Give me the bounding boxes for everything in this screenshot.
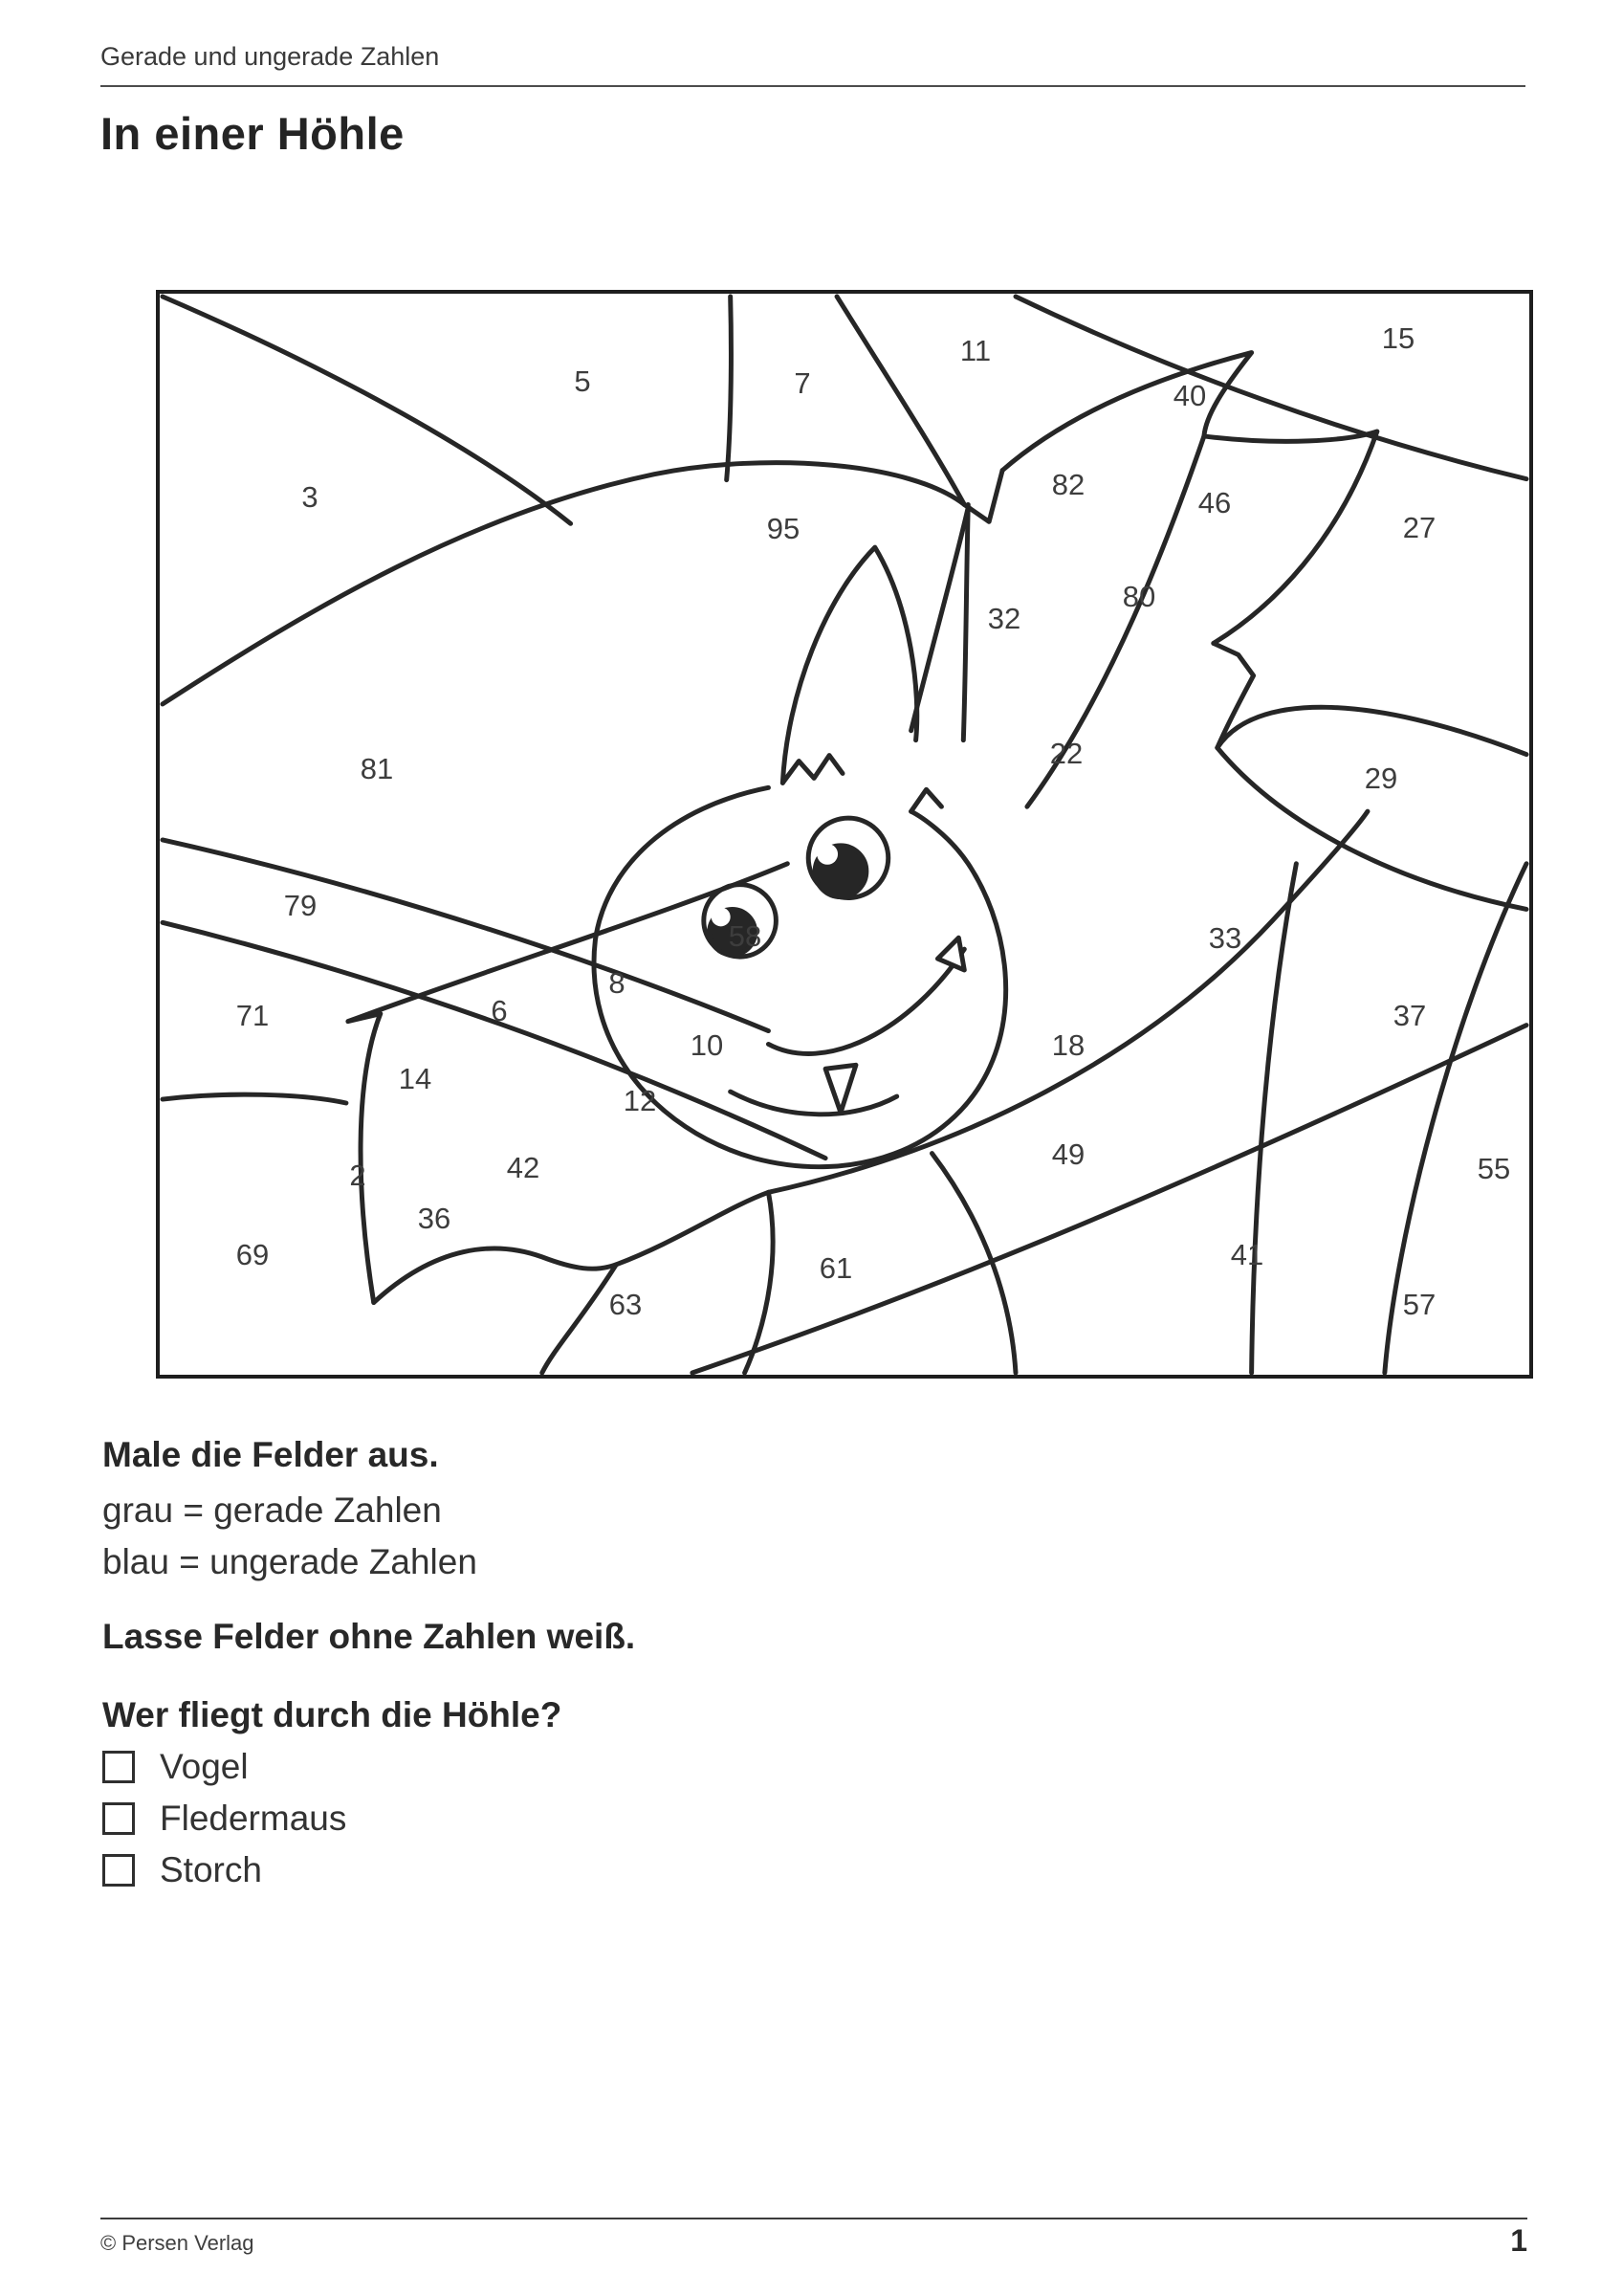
field-number: 80 xyxy=(1122,580,1156,613)
field-number: 63 xyxy=(608,1288,643,1321)
cave-divider-diagonal xyxy=(837,297,964,504)
field-number: 95 xyxy=(766,512,801,545)
left-wing-membrane-line xyxy=(542,1265,617,1373)
cave-arc-41-top xyxy=(692,1026,1526,1373)
field-number: 36 xyxy=(417,1202,451,1235)
field-number: 6 xyxy=(491,994,508,1027)
field-number: 49 xyxy=(1051,1137,1086,1171)
bat-cave-line-drawing xyxy=(160,294,1529,1375)
bat-left-ear xyxy=(782,547,916,783)
field-number: 7 xyxy=(794,366,811,400)
instruction-male: Male die Felder aus. xyxy=(102,1435,439,1474)
bat-fur-tuft-2 xyxy=(911,789,942,811)
bat-fur-tuft-1 xyxy=(782,756,843,784)
checkbox-vogel[interactable] xyxy=(102,1751,135,1783)
field-number: 69 xyxy=(235,1238,270,1271)
footer-divider xyxy=(100,2218,1527,2219)
checkbox-fledermaus[interactable] xyxy=(102,1802,135,1835)
bat-fang xyxy=(825,1065,856,1113)
field-number: 8 xyxy=(608,966,625,1000)
field-number: 22 xyxy=(1049,737,1084,770)
option-row-storch xyxy=(102,1850,262,1890)
option-label: Fledermaus xyxy=(160,1799,347,1838)
field-number: 10 xyxy=(690,1028,724,1062)
field-number: 3 xyxy=(301,480,318,514)
option-row-vogel xyxy=(102,1747,249,1787)
bat-right-eye-highlight xyxy=(817,844,838,865)
cave-corner-arc xyxy=(163,297,571,523)
cave-divider-vertical xyxy=(727,297,732,480)
field-number: 61 xyxy=(819,1251,853,1285)
field-number: 46 xyxy=(1197,486,1232,519)
question-text: Wer fliegt durch die Höhle? xyxy=(102,1695,562,1734)
field-number: 12 xyxy=(623,1084,657,1117)
field-number: 58 xyxy=(728,919,762,953)
field-number: 41 xyxy=(1230,1238,1264,1271)
field-number: 29 xyxy=(1364,762,1398,795)
instruction-blau: blau = ungerade Zahlen xyxy=(102,1542,477,1581)
field-number: 57 xyxy=(1402,1288,1437,1321)
right-wing-second-point xyxy=(1204,431,1377,643)
option-label: Vogel xyxy=(160,1747,249,1786)
field-number: 71 xyxy=(235,999,270,1032)
cave-divider-33-37 xyxy=(1252,864,1297,1373)
right-wing-upper-edge xyxy=(1002,353,1252,471)
field-number: 37 xyxy=(1393,999,1427,1032)
field-number: 33 xyxy=(1208,921,1242,955)
bat-smile xyxy=(768,949,964,1053)
instruction-grau: grau = gerade Zahlen xyxy=(102,1490,442,1530)
cave-top-right-sweep xyxy=(1016,297,1526,479)
bat-tooth xyxy=(937,938,964,970)
field-number: 11 xyxy=(959,334,992,367)
footer-page-number: 1 xyxy=(1510,2223,1527,2258)
bat-left-eye-highlight xyxy=(712,907,731,926)
option-row-fledermaus xyxy=(102,1799,346,1839)
coloring-picture-frame xyxy=(156,290,1533,1379)
cave-floor-arc xyxy=(163,1094,346,1103)
cave-lens-top xyxy=(1217,707,1526,754)
cave-floor-line-2 xyxy=(163,922,825,1158)
option-label: Storch xyxy=(160,1850,262,1889)
field-number: 42 xyxy=(506,1151,540,1184)
field-number: 5 xyxy=(574,364,591,398)
page-title: In einer Höhle xyxy=(100,108,405,159)
field-number: 2 xyxy=(349,1159,366,1192)
field-number: 15 xyxy=(1381,321,1415,355)
bat-chin xyxy=(731,1092,897,1115)
field-number: 27 xyxy=(1402,511,1437,544)
field-number: 32 xyxy=(987,602,1021,635)
field-number: 40 xyxy=(1173,379,1207,412)
bat-right-ear-inner xyxy=(911,507,969,730)
field-number: 81 xyxy=(360,752,394,785)
field-number: 55 xyxy=(1477,1152,1511,1185)
field-number: 14 xyxy=(398,1062,432,1095)
checkbox-storch[interactable] xyxy=(102,1854,135,1887)
field-number: 18 xyxy=(1051,1028,1086,1062)
field-number: 82 xyxy=(1051,468,1086,501)
instruction-lasse: Lasse Felder ohne Zahlen weiß. xyxy=(102,1617,636,1656)
field-number: 79 xyxy=(283,889,318,922)
footer-copyright: © Persen Verlag xyxy=(100,2231,254,2255)
bat-body-right xyxy=(932,1154,1016,1373)
bat-right-ear-outer xyxy=(963,504,968,740)
page-header: Gerade und ungerade Zahlen xyxy=(100,42,1525,87)
